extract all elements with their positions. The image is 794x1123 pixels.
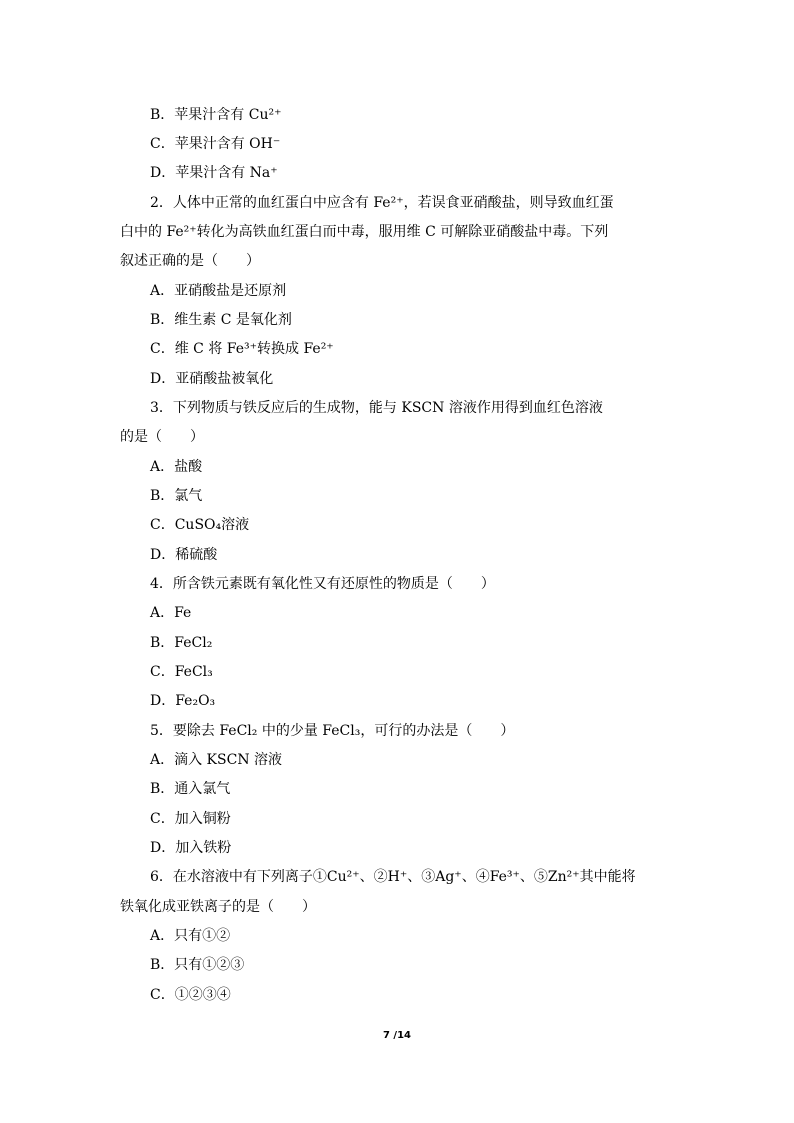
option-d: D．亚硝酸盐被氧化: [150, 371, 274, 387]
option-c: C．加入铜粉: [150, 811, 231, 827]
option-b: B．氯气: [150, 488, 203, 504]
option-b: B．维生素 C 是氧化剂: [150, 312, 292, 328]
option-a: A．滴入 KSCN 溶液: [150, 752, 283, 768]
question-2-stem-cont: 白中的 Fe²⁺转化为高铁血红蛋白而中毒，服用维 C 可解除亚硝酸盐中毒。下列: [120, 224, 609, 240]
question-3-stem-cont: 的是（ ）: [120, 429, 204, 445]
option-c: C．维 C 将 Fe³⁺转换成 Fe²⁺: [150, 341, 334, 357]
option-d: D．苹果汁含有 Na⁺: [150, 165, 278, 181]
option-b: B．苹果汁含有 Cu²⁺: [150, 107, 282, 123]
option-b: B．通入氯气: [150, 781, 231, 797]
option-c: C．苹果汁含有 OH⁻: [150, 136, 281, 152]
option-a: A．亚硝酸盐是还原剂: [150, 283, 287, 299]
option-c: C．CuSO₄溶液: [150, 517, 250, 533]
option-d: D．Fe₂O₃: [150, 693, 216, 709]
question-6-stem-cont: 铁氧化成亚铁离子的是（ ）: [120, 899, 316, 915]
question-2-stem-cont: 叙述正确的是（ ）: [120, 253, 260, 269]
option-a: A．Fe: [150, 605, 192, 621]
question-6-stem: 6．在水溶液中有下列离子①Cu²⁺、②H⁺、③Ag⁺、④Fe³⁺、⑤Zn²⁺其中能将: [150, 869, 636, 885]
option-b: B．FeCl₂: [150, 635, 213, 651]
option-c: C．FeCl₃: [150, 664, 213, 680]
option-a: A．只有①②: [150, 928, 231, 944]
question-4-stem: 4．所含铁元素既有氧化性又有还原性的物质是（ ）: [150, 576, 495, 592]
option-a: A．盐酸: [150, 459, 203, 475]
question-3-stem: 3．下列物质与铁反应后的生成物，能与 KSCN 溶液作用得到血红色溶液: [150, 400, 603, 416]
question-5-stem: 5．要除去 FeCl₂ 中的少量 FeCl₃，可行的办法是（ ）: [150, 723, 515, 739]
option-b: B．只有①②③: [150, 957, 245, 973]
option-c: C．①②③④: [150, 987, 231, 1003]
page-number: 7 /14: [382, 1030, 411, 1041]
option-d: D．稀硫酸: [150, 547, 218, 563]
option-d: D．加入铁粉: [150, 840, 232, 856]
question-2-stem: 2．人体中正常的血红蛋白中应含有 Fe²⁺，若误食亚硝酸盐，则导致血红蛋: [150, 195, 614, 211]
